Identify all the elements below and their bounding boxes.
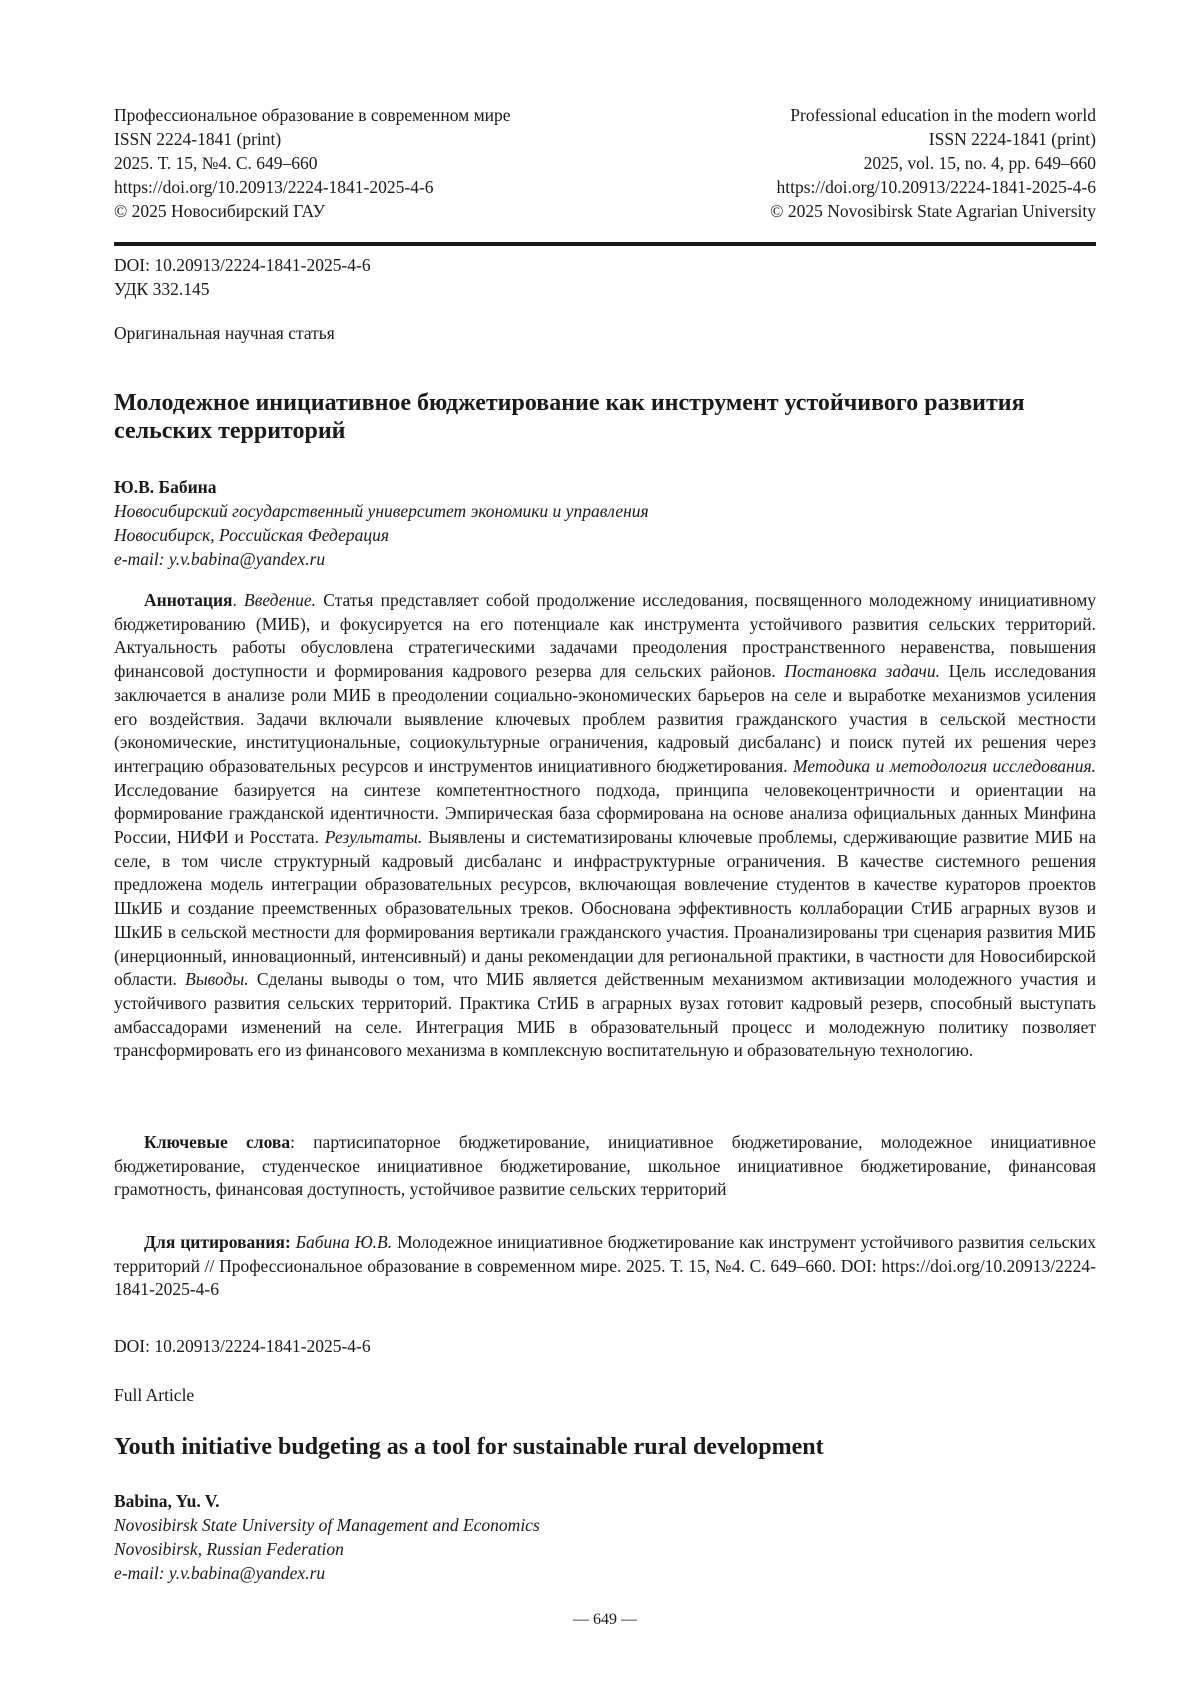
abstract-intro-label: Введение. xyxy=(244,590,317,610)
header-right-journal: Professional education in the modern world xyxy=(790,105,1096,125)
ru-article-title: Молодежное инициативное бюджетирование как инструмент устойчивого развития сельских территорий xyxy=(114,390,1025,444)
abstract-task-text: Цель исследования заключается в анализе роли МИБ в преодолении социально-экономических барьеров на селе и выработке механизмов усиления его воздействия. Задачи включали выявление ключевых проблем развития гражданского участия в сельской местности (экономические, институциональные, социокультурные ограничения, кадровый дисбаланс) и поиск путей их решения через интеграцию образовательных ресурсов и инструментов инициативного бюджетирования. xyxy=(114,661,1096,776)
ru-author-name: Ю.В. Бабина xyxy=(114,477,217,497)
en-author-name: Babina, Yu. V. xyxy=(114,1491,220,1511)
citation-author: Бабина Ю.В. xyxy=(295,1232,393,1252)
header-right-copyright: © 2025 Novosibirsk State Agrarian University xyxy=(770,201,1096,221)
header-right-issn: ISSN 2224-1841 (print) xyxy=(928,129,1096,149)
en-affiliation: Novosibirsk State University of Management and Economics xyxy=(114,1515,540,1535)
header-divider xyxy=(114,242,1096,246)
en-city: Novosibirsk, Russian Federation xyxy=(114,1539,344,1559)
en-doi: DOI: 10.20913/2224-1841-2025-4-6 xyxy=(114,1336,371,1356)
citation-text: Молодежное инициативное бюджетирование как инструмент устойчивого развития сельских территорий // Профессиональное образование в современном мире. 2025. Т. 15, №4. С. 649–660. DOI: https://doi.org/10.20913/2224-1841-2025-4-6 xyxy=(114,1232,1096,1300)
abstract-label: Аннотация xyxy=(144,590,233,610)
abstract-results-text: Выявлены и систематизированы ключевые проблемы, сдерживающие развитие МИБ на селе, в том числе структурный кадровый дисбаланс и инфраструктурные ограничения. В качестве системного решения предложена модель интеграции образовательных ресурсов, включающая вовлечение студентов в качестве кураторов проектов ШкИБ и создание преемственных образовательных треков. Обоснована эффективность коллаборации СтИБ аграрных вузов и ШкИБ в сельской местности для формирования вертикали гражданского участия. Проанализированы три сценария развития МИБ (инерционный, инновационный, интенсивный) и даны рекомендации для региональной практики, в частности для Новосибирской области. xyxy=(114,827,1096,990)
ru-keywords: Ключевые слова: партисипаторное бюджетирование, инициативное бюджетирование, молодежное инициативное бюджетирование, студенческое инициативное бюджетирование, школьное инициативное бюджетирование, финансовая грамотность, финансовая доступность, устойчивое развитие сельских территорий xyxy=(114,1132,1096,1200)
header-right-issue: 2025, vol. 15, no. 4, pp. 649–660 xyxy=(863,153,1096,173)
header-right-english xyxy=(770,103,1096,223)
citation-label: Для цитирования: xyxy=(144,1232,291,1252)
en-author-block xyxy=(114,1489,1096,1585)
ru-udk: УДК 332.145 xyxy=(114,279,210,299)
keywords-label: Ключевые слова xyxy=(144,1132,291,1152)
header-left-issue: 2025. Т. 15, №4. С. 649–660 xyxy=(114,153,318,173)
keywords-text: партисипаторное бюджетирование, инициативное бюджетирование, молодежное инициативное бюджетирование, студенческое инициативное бюджетирование, школьное инициативное бюджетирование, финансовая грамотность, финансовая доступность, устойчивое развитие сельских территорий xyxy=(114,1132,1096,1200)
header-right-doi-link[interactable]: https://doi.org/10.20913/2224-1841-2025-4-6 xyxy=(776,177,1096,197)
abstract-method-label: Методика и методология исследования. xyxy=(793,755,1096,776)
abstract-method-text: Исследование базируется на синтезе компетентностного подхода, принципа человекоцентричности и ориентации на формирование гражданской идентичности. Эмпирическая база сформирована на основе анализа официальных данных Минфина России, НИФИ и Росстата. xyxy=(114,779,1096,848)
ru-citation xyxy=(114,1231,1096,1302)
abstract-results-label: Результаты. xyxy=(324,827,423,848)
ru-article-type: Оригинальная научная статья xyxy=(114,323,335,343)
header-left-journal: Профессиональное образование в современном мире xyxy=(114,105,511,125)
header-left-issn: ISSN 2224-1841 (print) xyxy=(114,129,282,149)
header-left-russian xyxy=(114,103,511,223)
ru-abstract: Аннотация. Введение. Статья представляет собой продолжение исследования, посвященного молодежному инициативному бюджетированию (МИБ), и фокусируется на его потенциале как инструмента устойчивого развития сельских территорий. Актуальность работы обусловлена стратегическими задачами преодоления пространственного неравенства, повышения финансовой доступности и формирования кадрового резерва для сельских районов. Постановка задачи. Цель исследования заключается в анализе роли МИБ в преодолении социально-экономических барьеров на селе и выработке механизмов усиления его воздействия. Задачи включали выявление ключевых проблем развития гражданского участия в сельской местности (экономические, институциональные, социокультурные ограничения, кадровый дисбаланс) и поиск путей их решения через интеграцию образовательных ресурсов и инструментов инициативного бюджетирования. Методика и методология исследования. Исследование базируется на синтезе компетентностного подхода, принципа человекоцентричности и ориентации на формирование гражданской идентичности. Эмпирическая база сформирована на основе анализа официальных данных Минфина России, НИФИ и Росстата. Результаты. Выявлены и систематизированы ключевые проблемы, сдерживающие развитие МИБ на селе, в том числе структурный кадровый дисбаланс и инфраструктурные ограничения. В качестве системного решения предложена модель интеграции образовательных ресурсов, включающая вовлечение студентов в качестве кураторов проектов ШкИБ и создание преемственных образовательных треков. Обоснована эффективность коллаборации СтИБ аграрных вузов и ШкИБ в сельской местности для формирования вертикали гражданского участия. Проанализированы три сценария развития МИБ (инерционный, инновационный, интенсивный) и даны рекомендации для региональной практики, в частности для Новосибирской области. Выводы. Сделаны выводы о том, что МИБ является действенным механизмом активизации молодежного участия и устойчивого развития сельских территорий. Практика СтИБ в аграрных вузах готовит кадровый резерв, способный выступать амбассадорами изменений на селе. Интеграция МИБ в образовательный процесс и молодежную политику позволяет трансформировать его из финансового механизма в комплексную воспитательную и образовательную технологию. xyxy=(114,590,1097,1061)
en-email[interactable]: e-mail: y.v.babina@yandex.ru xyxy=(114,1563,326,1583)
ru-affiliation: Новосибирский государственный университет экономики и управления xyxy=(114,501,649,521)
page-number: — 649 — xyxy=(573,1611,637,1628)
abstract-task-label: Постановка задачи. xyxy=(784,661,940,682)
ru-email[interactable]: e-mail: y.v.babina@yandex.ru xyxy=(114,549,326,569)
header-left-doi-link[interactable]: https://doi.org/10.20913/2224-1841-2025-4-6 xyxy=(114,177,434,197)
header-left-copyright: © 2025 Новосибирский ГАУ xyxy=(114,201,325,221)
ru-city: Новосибирск, Российская Федерация xyxy=(114,525,390,545)
en-article-type: Full Article xyxy=(114,1385,195,1405)
abstract-conclusions-text: Сделаны выводы о том, что МИБ является действенным механизмом активизации молодежного участия и устойчивого развития сельских территорий. Практика СтИБ в аграрных вузах готовит кадровый резерв, способный выступать амбассадорами изменений на селе. Интеграция МИБ в образовательный процесс и молодежную политику позволяет трансформировать его из финансового механизма в комплексную воспитательную и образовательную технологию. xyxy=(114,969,1097,1061)
ru-identifiers xyxy=(114,253,1096,301)
ru-author-block xyxy=(114,475,1096,571)
abstract-intro-text: Статья представляет собой продолжение исследования, посвященного молодежному инициативному бюджетированию (МИБ), и фокусируется на его потенциале как инструмента устойчивого развития сельских территорий. Актуальность работы обусловлена стратегическими задачами преодоления пространственного неравенства, повышения финансовой доступности и формирования кадрового резерва для сельских районов. xyxy=(114,590,1097,682)
en-article-title: Youth initiative budgeting as a tool for sustainable rural development xyxy=(114,1434,824,1460)
ru-doi: DOI: 10.20913/2224-1841-2025-4-6 xyxy=(114,255,371,275)
abstract-conclusions-label: Выводы. xyxy=(185,969,249,990)
